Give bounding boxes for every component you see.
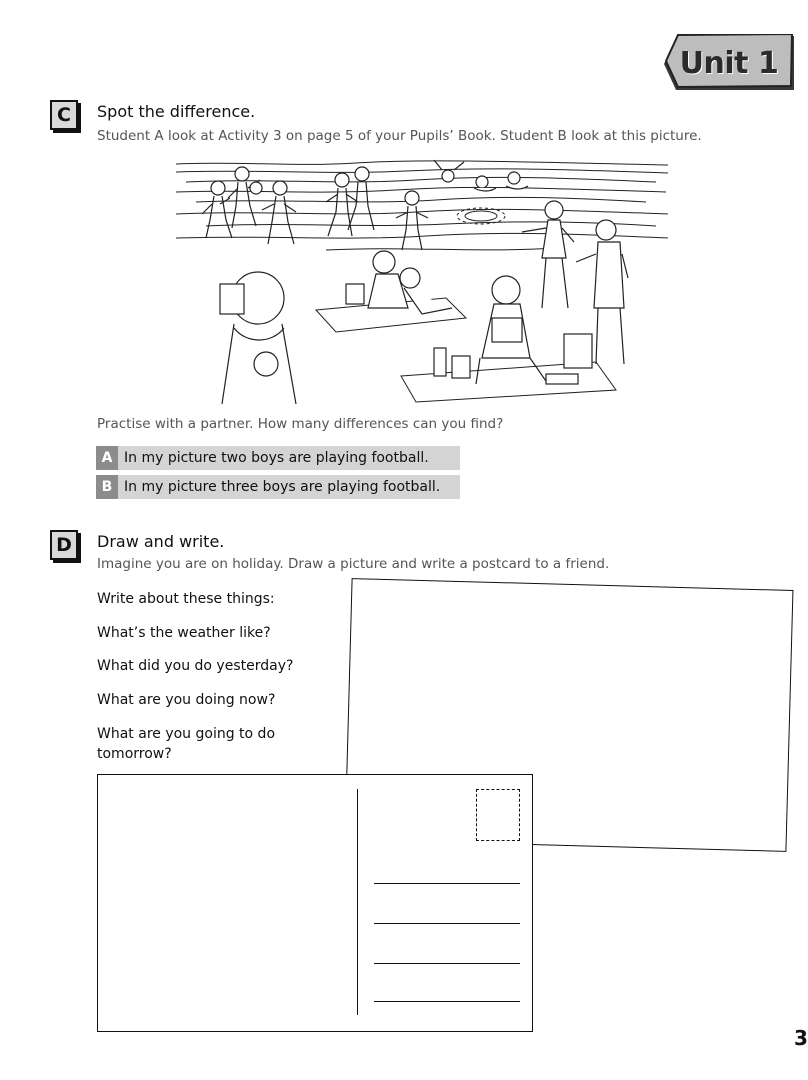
stamp-box — [476, 789, 520, 841]
unit-badge — [662, 34, 796, 92]
section-d-title: Draw and write. — [97, 532, 225, 551]
prompt-write-about: Write about these things: — [97, 591, 275, 607]
example-b-text: In my picture three boys are playing football. — [124, 479, 441, 495]
section-d-letter: D — [50, 530, 78, 560]
address-line[interactable] — [374, 963, 520, 964]
page-number: 3 — [794, 1026, 808, 1050]
prompt-tomorrow-line1: What are you going to do — [97, 726, 276, 742]
postcard-divider — [357, 789, 358, 1015]
unit-label: Unit 1 — [679, 45, 779, 81]
practice-prompt: Practise with a partner. How many differences can you find? — [97, 416, 504, 432]
example-a — [96, 446, 460, 470]
prompt-now: What are you doing now? — [97, 692, 276, 708]
beach-scene-picture — [176, 158, 668, 404]
example-a-letter: A — [96, 446, 118, 470]
section-c-letter: C — [50, 100, 78, 130]
prompt-weather: What’s the weather like? — [97, 625, 271, 641]
example-b-letter: B — [96, 475, 118, 499]
section-c-instruction: Student A look at Activity 3 on page 5 of your Pupils’ Book. Student B look at this picture. — [97, 128, 702, 144]
example-a-text: In my picture two boys are playing football. — [124, 450, 429, 466]
prompt-tomorrow-line2: tomorrow? — [97, 746, 172, 762]
postcard-writing-side[interactable] — [97, 774, 533, 1032]
prompt-yesterday: What did you do yesterday? — [97, 658, 294, 674]
section-c-title: Spot the difference. — [97, 102, 256, 121]
example-b — [96, 475, 460, 499]
address-line[interactable] — [374, 883, 520, 884]
section-d-instruction: Imagine you are on holiday. Draw a picture and write a postcard to a friend. — [97, 556, 610, 572]
address-line[interactable] — [374, 923, 520, 924]
address-line[interactable] — [374, 1001, 520, 1002]
